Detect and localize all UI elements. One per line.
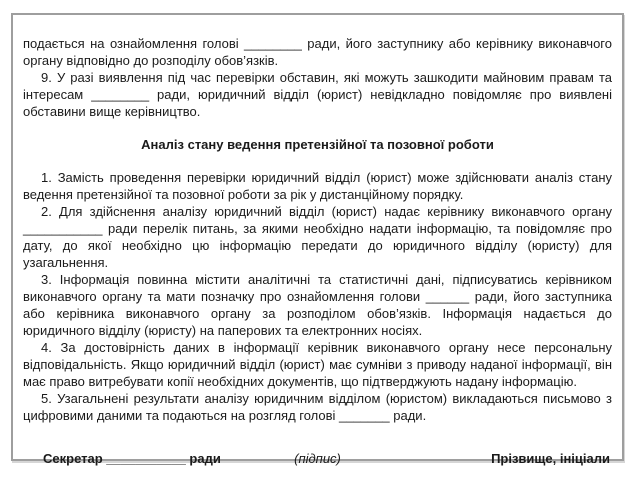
signature-row (23, 450, 612, 467)
document-page-content (13, 15, 622, 467)
document-page-frame (11, 13, 624, 466)
numbered-paragraph-5: 5. Узагальнені результати аналізу юридичним відділом (юристом) викладаються письмово з цифровими даними та подаються на розгляд голові _______ ради. (23, 391, 612, 423)
numbered-paragraph-2: 2. Для здійснення аналізу юридичний відділ (юрист) надає керівнику виконавчого органу ___________ ради перелік питань, за якими необхідно надати інформацію, та повідомляє про дату, до якої необхідно цю інформацію передати до юридичного відділу (юристу) для узагальнення. (23, 204, 612, 270)
signature-caption: (підпис) (294, 451, 341, 466)
signature-secretary-label: Секретар ___________ ради (43, 451, 221, 466)
intro-paragraph-item-9: 9. У разі виявлення під час перевірки обставин, які можуть зашкодити майновим правам та інтересам ________ ради, юридичний відділ (юрист) невідкладно повідомляє про виявлені обставини вище керівництво. (23, 70, 612, 119)
section-heading: Аналіз стану ведення претензійної та позовної роботи (141, 137, 494, 152)
numbered-paragraph-3: 3. Інформація повинна містити аналітичні та статистичні дані, підписуватись керівником виконавчого органу та мати позначку про ознайомлення голови ______ ради, його заступника або керівника виконавчого органу за розподілом обов’язків. Інформація надається до юридичного відділу (юристу) на паперових та електронних носіях. (23, 272, 612, 338)
signature-name-placeholder: Прізвище, ініціали (491, 451, 610, 466)
intro-paragraph-continuation: подається на ознайомлення голові ________ ради, його заступнику або керівнику виконавчого органу відповідно до розподілу обов’язків. (23, 36, 612, 68)
numbered-paragraph-4: 4. За достовірність даних в інформації керівник виконавчого органу несе персональну відповідальність. Якщо юридичний відділ (юрист) має сумніви з приводу наданої інформації, він має право витребувати копії необхідних документів, що підтверджують надану інформацію. (23, 340, 612, 389)
numbered-paragraph-1: 1. Замість проведення перевірки юридичний відділ (юрист) може здійснювати аналіз стану ведення претензійної та позовної роботи за рік у дистанційному порядку. (23, 170, 612, 202)
